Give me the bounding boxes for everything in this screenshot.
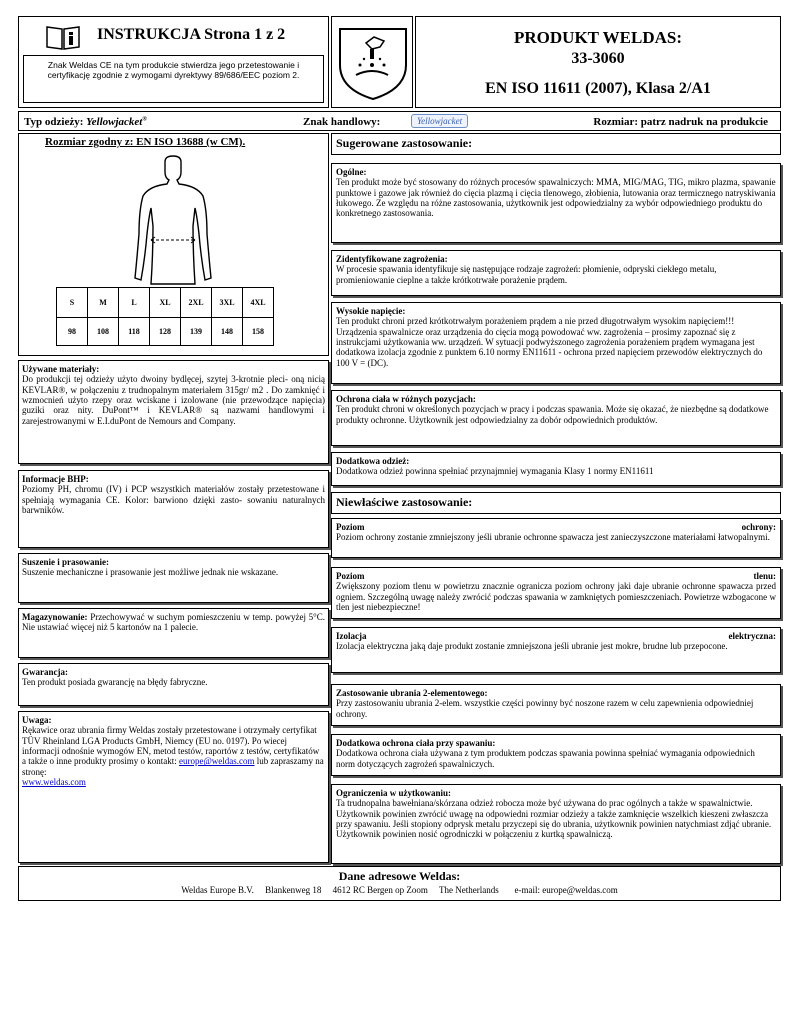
size-section [18,133,329,356]
yellowjacket-logo-text: Yellowjacket [411,114,468,128]
extra-clothing-box [331,452,781,486]
materials-box [18,360,329,464]
size-label-cell: L [119,288,150,318]
size-value-cell: 128 [150,318,181,346]
materials-heading: Używane materiały: [22,364,100,374]
product-code: 33-3060 [571,49,625,67]
size-table [56,287,274,346]
yellowjacket-logo [411,114,468,128]
note-web-link[interactable]: www.weldas.com [22,777,86,788]
note-email-link[interactable]: europe@weldas.com [178,756,255,767]
body-protection-box [331,390,781,446]
insulation-heading-left: Izolacja [336,631,367,641]
address-street: Blankenweg 18 [265,884,322,895]
body-silhouette-icon [123,154,223,288]
two-piece-text: Przy zastosowaniu ubrania 2-elem. wszystkie części powinny być noszone razem w celu zapewnienia odpowiedniej ochrony. [336,698,754,719]
trade-mark-label: Znak handlowy: [303,116,381,128]
hazards-text: W procesie spawania identyfikuje się następujące rodzaje zagrożeń: płomienie, odpryski ciekłego metalu, promieniowanie cieplne a także krótkotrwałe porażenie prądem. [336,264,717,285]
size-label-cell: M [88,288,119,318]
note-mid-text: lub zapraszamy na stronę: [22,756,324,777]
drying-heading: Suszenie i prasowanie: [22,557,110,567]
address-footer [18,866,781,901]
improper-title: Niewłaściwe zastosowanie: [336,495,473,509]
size-value-cell: 148 [212,318,243,346]
address-line [19,885,780,895]
ce-note-text: Znak Weldas CE na tym produkcie stwierdza jego przetestowanie i certyfikację zgodnie z wymogami dyrektywy 89/686/EEC poziom 2. [47,60,300,81]
limits-box [331,784,781,864]
bhp-text: Poziomy PH, chromu (IV) i PCP wszystkich materiałów zostały przetestowane i spełniają wymagania CE. Kolor: barwiono dzięki zasto- sowaniu naturalnych barwników. [22,484,325,516]
address-city: 4612 RC Bergen op Zoom [332,884,428,895]
size-label-cell: 4XL [243,288,274,318]
size-label-cell: 2XL [181,288,212,318]
product-title: PRODUKT WELDAS: [514,28,682,47]
size-note: Rozmiar: patrz nadruk na produkcie [593,116,768,128]
general-box [331,163,781,243]
insulation-box [331,627,781,673]
suggested-title: Sugerowane zastosowanie: [336,136,473,150]
storage-text: Przechowywać w suchym pomieszczeniu w temp. powyżej 5°C. Nie ustawiać więcej niż 5 kartonów na 1 palecie. [22,612,325,633]
note-text: Rękawice oraz ubrania firmy Weldas zostały przetestowane i otrzymały certyfikat TÜV Rheinland LGA Products GmbH, Niemcy (EU no. 0197). Po wiecej informacji odnośnie wymogów EN, metod testów, raportów z testów, certyfikatów a także o inne produkty prosimy o kontakt: [22,725,320,767]
shield-box [331,16,413,108]
warranty-box [18,663,329,706]
hazards-box [331,250,781,296]
bhp-heading: Informacje BHP: [22,474,89,484]
two-piece-box [331,684,781,726]
voltage-heading: Wysokie napięcie: [336,306,406,316]
book-info-icon [45,23,81,53]
size-label-cell: XL [150,288,181,318]
address-email: e-mail: europe@weldas.com [514,884,618,895]
protection-level-box [331,518,781,558]
address-title: Dane adresowe Weldas: [338,869,461,883]
trade-mark [303,116,380,129]
limits-heading: Ograniczenia w użytkowaniu: [336,788,452,798]
extra-clothing-heading: Dodatkowa odzież: [336,456,410,466]
warranty-heading: Gwarancja: [22,667,68,677]
drying-text: Suszenie mechaniczne i prasowanie jest możliwe jednak nie wskazane. [22,567,279,578]
extra-clothing-text: Dodatkowa odzież powinna spełniać przynajmniej wymagania Klasy 1 normy EN11611 [336,466,654,477]
size-value-cell: 139 [181,318,212,346]
note-box [18,711,329,863]
size-value-cell: 108 [88,318,119,346]
insulation-heading-right: elektryczna: [728,631,776,641]
insulation-text: Izolacja elektryczna jaką daje produkt zostanie zmniejszona jeśli ubranie jest mokre, brudne lub przepocone. [336,641,728,652]
voltage-text: Ten produkt chroni przed krótkotrwałym porażeniem prądem a nie przed długotrwałym wysokim napięciem!!! Urządzenia spawalnicze oraz urządzenia do cięcia mogą powodować ww. zagrożenia – prosimy zapoznać się z instrukcjami użytkowania ww. urządzeń. W sytuacji podwyższonego zagrożenia porażeniem prądem wymagana jest dodatkowa izolacja zgodnie z punktem 6.10 normy EN11611 - ochrona przed napięciem przewodów elektrycznych do 100 V = (DC). [336,316,763,368]
oxygen-level-heading-left: Poziom [336,571,365,581]
storage-heading: Magazynowanie: [22,612,88,622]
protection-level-heading-right: ochrony: [741,522,776,532]
clothing-type-value: Yellowjacket [86,116,143,128]
instruction-header [18,16,329,108]
welding-shield-icon [334,23,412,105]
size-value-cell: 98 [57,318,88,346]
note-heading: Uwaga: [22,715,52,725]
oxygen-level-text: Zwiększony poziom tlenu w powietrzu znacznie ogranicza poziom ochrony jaki daje ubranie ochronne spawacza przed ogniem. Szczególną uwagę należy zwrócić podczas spawania w zamkniętych pomieszczeniach. Powietrze wzbogacone w tlen jest niebezpieczne! [336,581,776,613]
clothing-type-label: Typ odzieży: [24,116,84,128]
hazards-heading: Zidentyfikowane zagrożenia: [336,254,448,264]
limits-text: Ta trudnopalna bawełniana/skórzana odzież robocza może być używana do prac ogólnych a także w spawalnictwie. Użytkownik powinien zwrócić uwagę na odpowiedni rozmiar odzieży a także zamknięcie wszelkich kieszeni zwłaszcza przy spawaniu. Jeśli stopiony odprysk metalu przyczepi się do ubrania, użytkownik powinien natychmiast zdjąć ubranie. Użytkownik powinien nosić ogrodniczki w połączeniu z kurtką spawalniczą. [336,798,772,840]
storage-box [18,608,329,658]
oxygen-level-box [331,567,781,619]
improper-title-box [331,492,781,514]
product-header [415,16,781,108]
drying-box [18,553,329,603]
body-protection-text: Ten produkt chroni w określonych pozycjach w pracy i podczas spawania. Może się okazać, że niezbędne są dodatkowe produkty ochronne. Użytkownik jest odpowiedzialny za dobór odpowiednich produktów. [336,404,769,425]
general-heading: Ogólne: [336,167,367,177]
body-protection-heading: Ochrona ciała w różnych pozycjach: [336,394,476,404]
suggested-title-box [331,133,781,155]
address-country: The Netherlands [439,884,499,895]
voltage-box [331,302,781,384]
protection-level-text: Poziom ochrony zostanie zmniejszony jeśli ubranie ochronne spawacza jest zanieczyszczone materiałami łatwopalnymi. [336,532,770,543]
ce-note [23,55,324,103]
clothing-type: Typ odzieży: Yellowjacket® [24,116,147,128]
instruction-title: INSTRUKCJA Strona 1 z 2 [97,26,286,43]
product-norm: EN ISO 11611 (2007), Klasa 2/A1 [485,79,711,97]
additional-protection-heading: Dodatkowa ochrona ciała przy spawaniu: [336,738,496,748]
bhp-box [18,470,329,548]
general-text: Ten produkt może być stosowany do różnych procesów spawalniczych: MMA, MIG/MAG, TIG, mikro plazma, spawanie punktowe i gazowe jak również do cięcia plazmą i cięcia tlenowego, złobienia, lutowania oraz termicznego natryskiwania łukowego. Ze względu na różne zastosowania, użytkownik jest odpowiedzialny za wybór odpowiedniego produktu do konkretnego zastosowania. [336,177,776,219]
materials-text: Do produkcji tej odzieży użyto dwoiny bydlęcej, szytej 3-krotnie pleci- oną nicią KEVLAR®, w połączeniu z trudnopalnym materiałem 315gr/ m2 . Do zamknięć i wzmocnień użyto rzepy oraz wciskane i izolowane (nie przewodzące napięcia) guziki oraz nity. DuPont™ i KEVLAR® są nazwami handlowymi i zarejestrowanymi w E.I.duPont de Nemours and Company. [22,374,325,426]
size-label-cell: S [57,288,88,318]
size-value-cell: 118 [119,318,150,346]
two-piece-heading: Zastosowanie ubrania 2-elementowego: [336,688,488,698]
additional-protection-box [331,734,781,776]
address-company: Weldas Europe B.V. [181,884,254,895]
oxygen-level-heading-right: tlenu: [753,571,776,581]
warranty-text: Ten produkt posiada gwarancję na błędy fabryczne. [22,677,208,688]
size-label-cell: 3XL [212,288,243,318]
protection-level-heading-left: Poziom [336,522,365,532]
additional-protection-text: Dodatkowa ochrona ciała używana z tym produktem podczas spawania powinna spełniać wymagania odpowiednich norm dotyczących zagrożeń spawalniczych. [336,748,755,769]
size-value-cell: 158 [243,318,274,346]
info-bar [18,111,781,131]
size-title: Rozmiar zgodny z: EN ISO 13688 (w CM). [45,136,246,148]
